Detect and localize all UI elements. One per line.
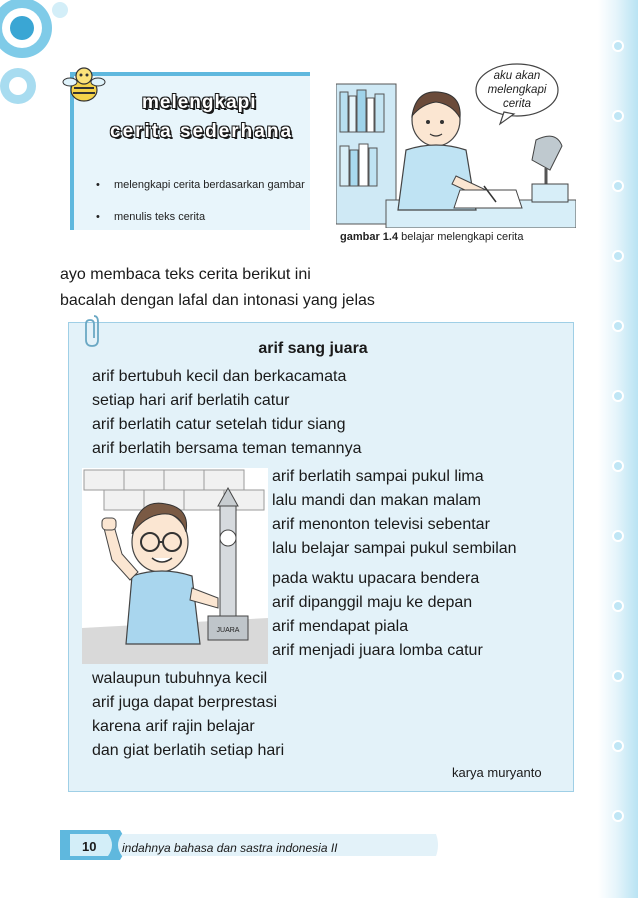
edge-dot-icon bbox=[612, 810, 624, 822]
story-line: karena arif rajin belajar bbox=[92, 718, 255, 735]
edge-dot-icon bbox=[612, 670, 624, 682]
objective-title-line1: melengkapi bbox=[142, 92, 257, 113]
story-line: arif menjadi juara lomba catur bbox=[272, 642, 483, 659]
speech-bubble-text bbox=[476, 69, 558, 111]
objective-title-line2: cerita sederhana bbox=[110, 121, 294, 142]
trophy-label: JUARA bbox=[216, 627, 240, 634]
objective-item bbox=[96, 210, 306, 224]
instruction-line: ayo membaca teks cerita berikut ini bbox=[60, 266, 311, 283]
edge-dot-icon bbox=[612, 530, 624, 542]
boy-trophy-illustration bbox=[82, 468, 268, 664]
story-line: lalu mandi dan makan malam bbox=[272, 492, 481, 509]
edge-dot-icon bbox=[612, 390, 624, 402]
story-line: arif berlatih sampai pukul lima bbox=[272, 468, 484, 485]
edge-dot-icon bbox=[612, 320, 624, 332]
story-line: arif bertubuh kecil dan berkacamata bbox=[92, 368, 347, 385]
figure-caption bbox=[340, 231, 523, 243]
objective-item bbox=[96, 178, 306, 192]
story-line: arif berlatih bersama teman temannya bbox=[92, 440, 362, 457]
speech-line: cerita bbox=[502, 98, 532, 110]
story-line: arif mendapat piala bbox=[272, 618, 409, 635]
story-title: arif sang juara bbox=[258, 340, 368, 357]
story-line: dan giat berlatih setiap hari bbox=[92, 742, 285, 759]
instruction-line: bacalah dengan lafal dan intonasi yang jelas bbox=[60, 292, 375, 309]
story-line: arif juga dapat berprestasi bbox=[92, 694, 277, 711]
story-line: pada waktu upacara bendera bbox=[272, 570, 480, 587]
speech-line: aku akan bbox=[493, 70, 541, 82]
edge-dot-icon bbox=[612, 180, 624, 192]
book-title: indahnya bahasa dan sastra indonesia II bbox=[122, 841, 338, 855]
story-line: arif berlatih catur setelah tidur siang bbox=[92, 416, 346, 433]
objective-item-text: melengkapi cerita berdasarkan gambar bbox=[114, 179, 305, 191]
page-number: 10 bbox=[82, 839, 97, 854]
edge-dot-icon bbox=[612, 110, 624, 122]
edge-dot-icon bbox=[612, 600, 624, 612]
story-line: arif dipanggil maju ke depan bbox=[272, 594, 473, 611]
speech-line: melengkapi bbox=[487, 84, 547, 96]
bullet-icon: • bbox=[96, 211, 100, 223]
story-author: karya muryanto bbox=[452, 765, 542, 780]
caption-label: gambar 1.4 bbox=[340, 231, 399, 243]
objective-item-text: menulis teks cerita bbox=[114, 211, 206, 223]
story-line: setiap hari arif berlatih catur bbox=[92, 392, 290, 409]
caption-text: belajar melengkapi cerita bbox=[401, 231, 524, 243]
story-line: arif menonton televisi sebentar bbox=[272, 516, 490, 533]
edge-dot-icon bbox=[612, 250, 624, 262]
edge-dot-icon bbox=[612, 740, 624, 752]
bullet-icon: • bbox=[96, 179, 100, 191]
story-line: walaupun tubuhnya kecil bbox=[92, 670, 268, 687]
decorative-right-edge bbox=[598, 0, 638, 898]
edge-dot-icon bbox=[612, 460, 624, 472]
edge-dot-icon bbox=[612, 40, 624, 52]
story-line: lalu belajar sampai pukul sembilan bbox=[272, 540, 517, 557]
bee-mascot-icon bbox=[62, 64, 106, 108]
